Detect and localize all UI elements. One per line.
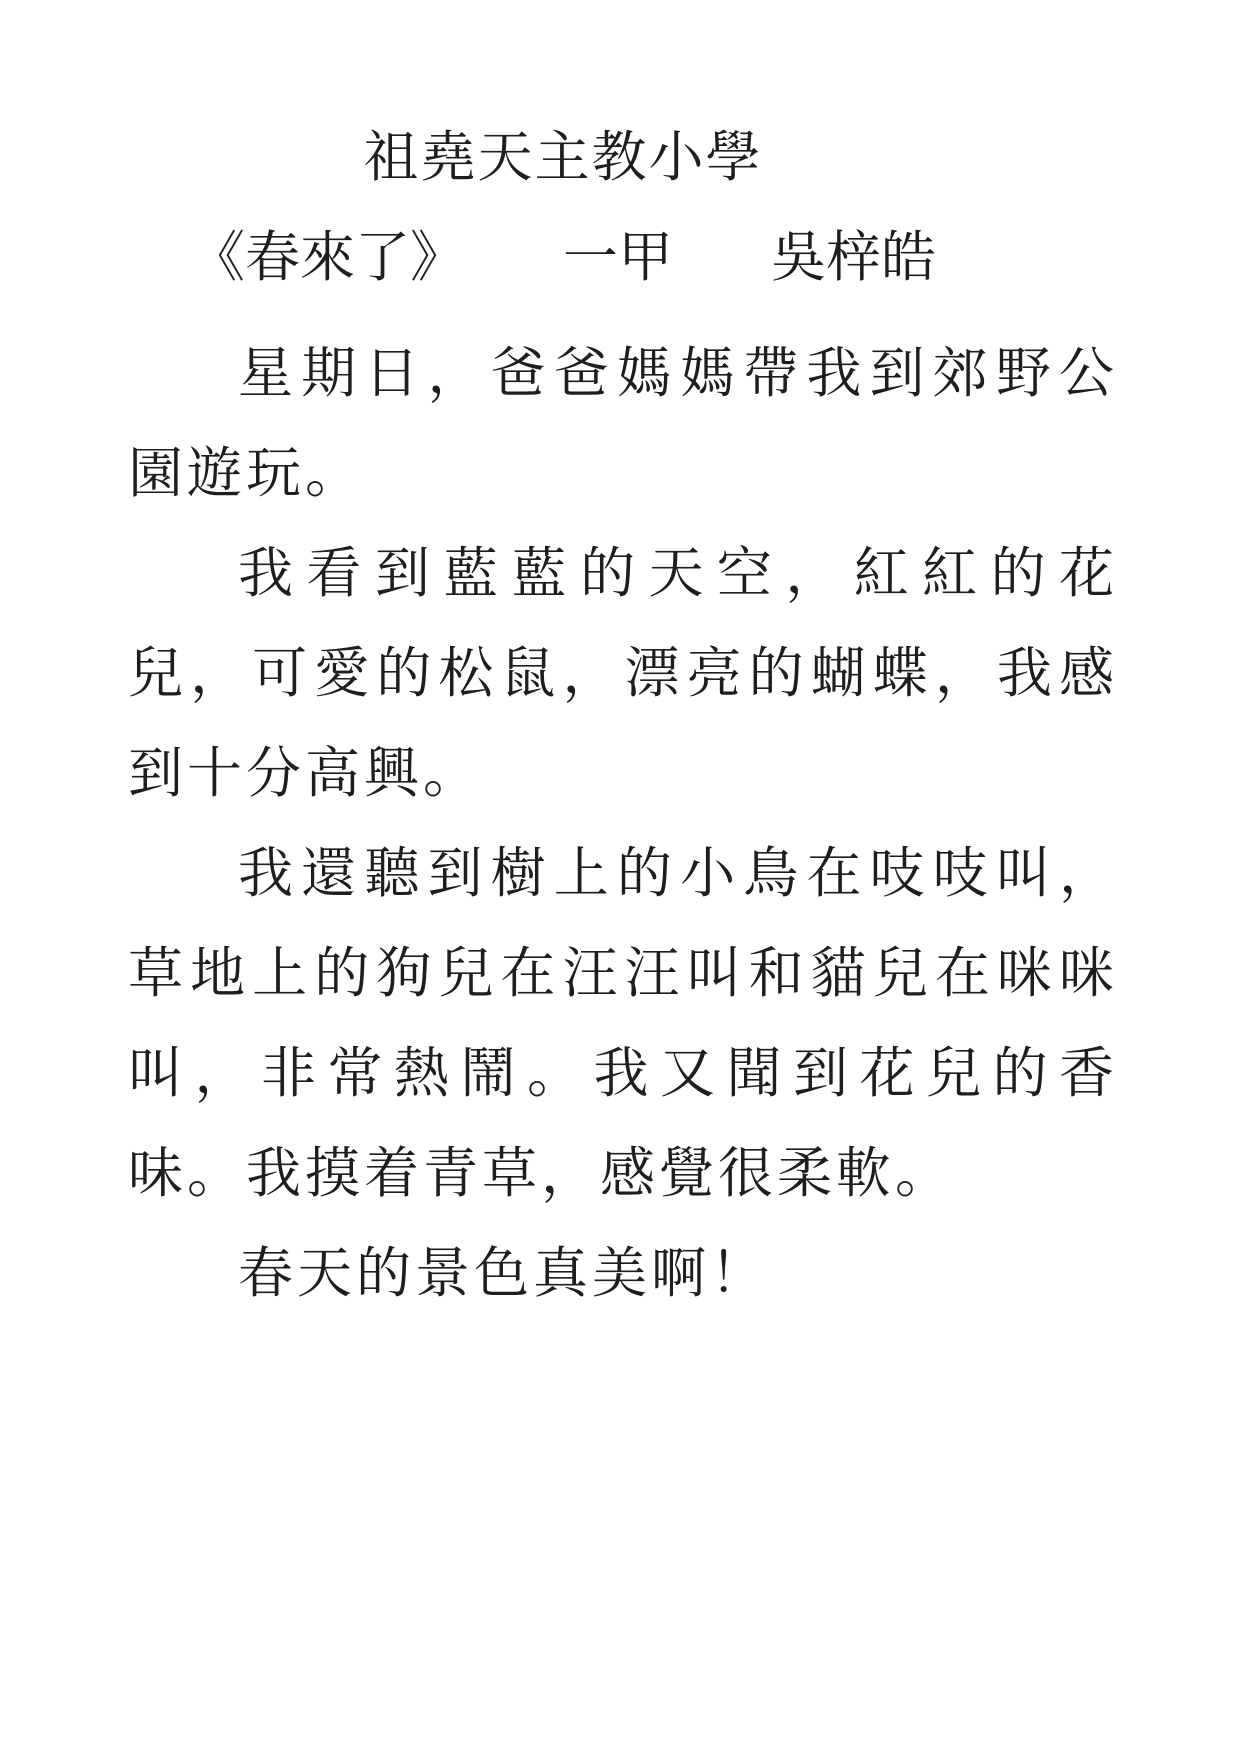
essay-paragraph: 我看到藍藍的天空，紅紅的花兒，可愛的松鼠，漂亮的蝴蝶，我感到十分高興。: [128, 543, 1118, 804]
essay-title: 《春來了》: [189, 227, 465, 288]
document-header: [128, 108, 1118, 308]
essay-paragraph: 春天的景色真美啊！: [238, 1243, 770, 1304]
essay-body: [128, 324, 1118, 1324]
essay-paragraph: 星期日，爸爸媽媽帶我到郊野公園遊玩。: [128, 343, 1118, 504]
essay-paragraph: 我還聽到樹上的小鳥在吱吱叫，草地上的狗兒在汪汪叫和貓兒在咪咪叫，非常熱鬧。我又聞到花兒的香味。我摸着青草，感覺很柔軟。: [128, 843, 1118, 1204]
class-name: 一甲: [562, 227, 673, 288]
author-name: 吳梓皓: [771, 227, 937, 288]
school-name: 祖堯天主教小學: [363, 127, 763, 188]
title-line: [128, 208, 998, 308]
